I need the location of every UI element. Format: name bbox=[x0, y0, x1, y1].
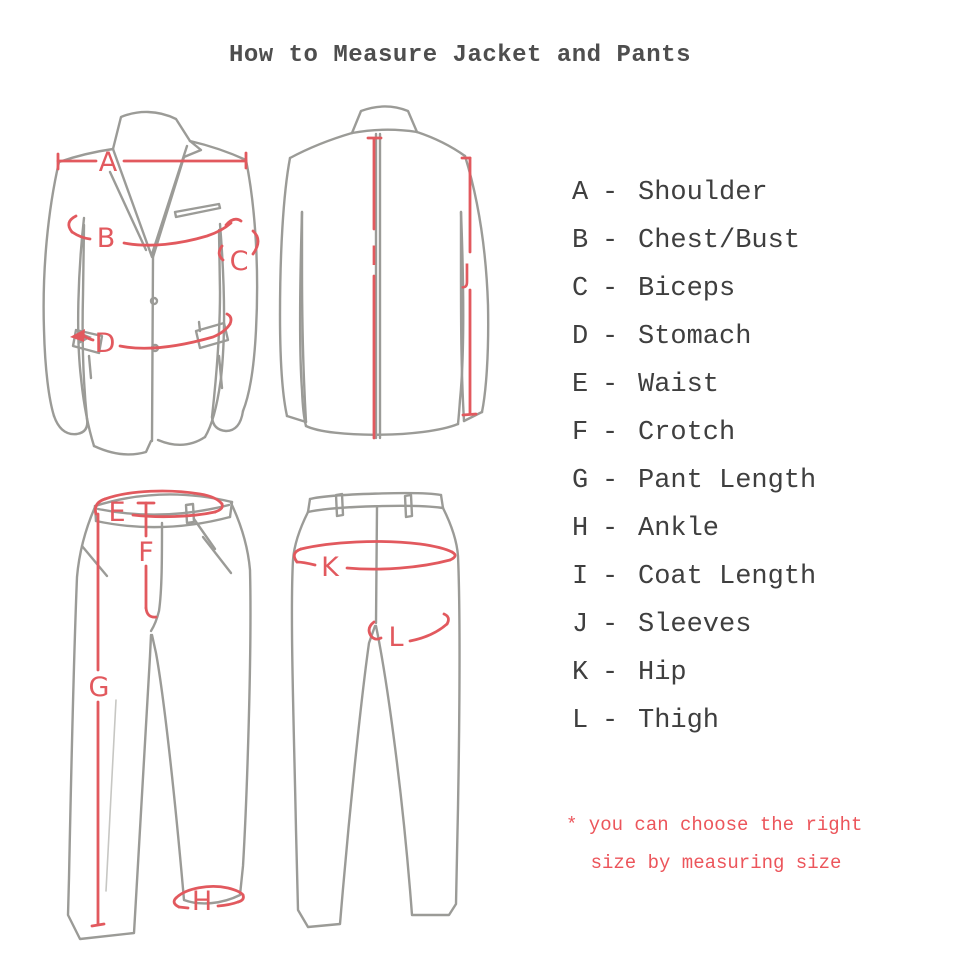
legend-letter: J bbox=[572, 610, 589, 640]
legend-separator: - bbox=[602, 226, 619, 256]
crease-line bbox=[106, 700, 116, 891]
measure-C-biceps bbox=[219, 231, 258, 277]
legend-item bbox=[572, 169, 816, 217]
legend-label: Chest/Bust bbox=[638, 226, 801, 256]
measurement-legend bbox=[572, 169, 816, 745]
measure-label-h: H bbox=[191, 886, 213, 917]
legend-item bbox=[572, 217, 816, 265]
jacket-back-drawing bbox=[280, 107, 488, 439]
legend-item bbox=[572, 361, 816, 409]
legend-item bbox=[572, 553, 816, 601]
legend-item bbox=[572, 457, 816, 505]
legend-letter: E bbox=[572, 370, 589, 400]
pants-front-drawing bbox=[68, 494, 250, 939]
legend-separator: - bbox=[602, 178, 619, 208]
legend-letter: G bbox=[572, 466, 589, 496]
legend-label: Shoulder bbox=[638, 178, 768, 208]
legend-letter: D bbox=[572, 322, 589, 352]
measure-label-f: F bbox=[138, 537, 154, 568]
legend-letter: B bbox=[572, 226, 589, 256]
legend-item bbox=[572, 409, 816, 457]
measure-A-shoulder bbox=[58, 147, 246, 178]
legend-label: Sleeves bbox=[638, 610, 752, 640]
measure-label-j: J bbox=[463, 259, 471, 290]
jacket-button bbox=[151, 298, 157, 304]
legend-item bbox=[572, 265, 816, 313]
legend-item bbox=[572, 313, 816, 361]
legend-separator: - bbox=[602, 322, 619, 352]
legend-item bbox=[572, 649, 816, 697]
legend-separator: - bbox=[602, 514, 619, 544]
legend-letter: A bbox=[572, 178, 589, 208]
back-seam bbox=[376, 507, 377, 623]
legend-item bbox=[572, 505, 816, 553]
legend-letter: H bbox=[572, 514, 589, 544]
measure-label-d: D bbox=[94, 328, 116, 359]
measure-label-b: B bbox=[96, 223, 116, 254]
legend-label: Waist bbox=[638, 370, 720, 400]
measure-label-e: E bbox=[108, 497, 126, 528]
measure-label-g: G bbox=[88, 672, 110, 703]
legend-separator: - bbox=[602, 466, 619, 496]
sizing-note-line2: size by measuring size bbox=[590, 852, 842, 874]
side-pocket-left bbox=[82, 546, 107, 576]
measure-F-crotch bbox=[138, 503, 156, 617]
legend-label: Coat Length bbox=[638, 562, 817, 592]
measure-H-ankle bbox=[174, 886, 243, 917]
legend-letter: C bbox=[572, 274, 589, 304]
measure-label-k: K bbox=[321, 552, 339, 583]
legend-separator: - bbox=[602, 370, 619, 400]
legend-label: Biceps bbox=[638, 274, 736, 304]
breast-pocket bbox=[175, 204, 220, 217]
legend-separator: - bbox=[602, 418, 619, 448]
measure-label-i: I bbox=[370, 241, 378, 272]
legend-separator: - bbox=[602, 274, 619, 304]
legend-separator: - bbox=[602, 562, 619, 592]
measure-K-hip bbox=[294, 542, 455, 583]
legend-letter: K bbox=[572, 658, 589, 688]
side-pocket-right bbox=[203, 537, 231, 573]
pants-back-drawing bbox=[292, 493, 460, 927]
belt-loop bbox=[336, 494, 343, 516]
page-title: How to Measure Jacket and Pants bbox=[229, 42, 691, 69]
measure-label-c: C bbox=[229, 246, 249, 277]
legend-label: Stomach bbox=[638, 322, 752, 352]
legend-separator: - bbox=[602, 610, 619, 640]
jacket-front-drawing bbox=[44, 112, 257, 454]
measure-label-l: L bbox=[388, 622, 404, 653]
sizing-note bbox=[566, 806, 866, 882]
measure-D-stomach bbox=[70, 314, 231, 359]
legend-label: Hip bbox=[638, 658, 687, 688]
legend-letter: I bbox=[572, 562, 589, 592]
legend-label: Thigh bbox=[638, 706, 720, 736]
legend-separator: - bbox=[602, 658, 619, 688]
legend-letter: F bbox=[572, 418, 589, 448]
measure-label-a: A bbox=[98, 147, 118, 178]
legend-item bbox=[572, 601, 816, 649]
legend-label: Ankle bbox=[638, 514, 720, 544]
sizing-note-line1: * you can choose the right bbox=[566, 814, 863, 836]
legend-letter: L bbox=[572, 706, 589, 736]
legend-separator: - bbox=[602, 706, 619, 736]
center-back-seam bbox=[376, 134, 380, 438]
legend-label: Crotch bbox=[638, 418, 736, 448]
legend-label: Pant Length bbox=[638, 466, 817, 496]
legend-item bbox=[572, 697, 816, 745]
